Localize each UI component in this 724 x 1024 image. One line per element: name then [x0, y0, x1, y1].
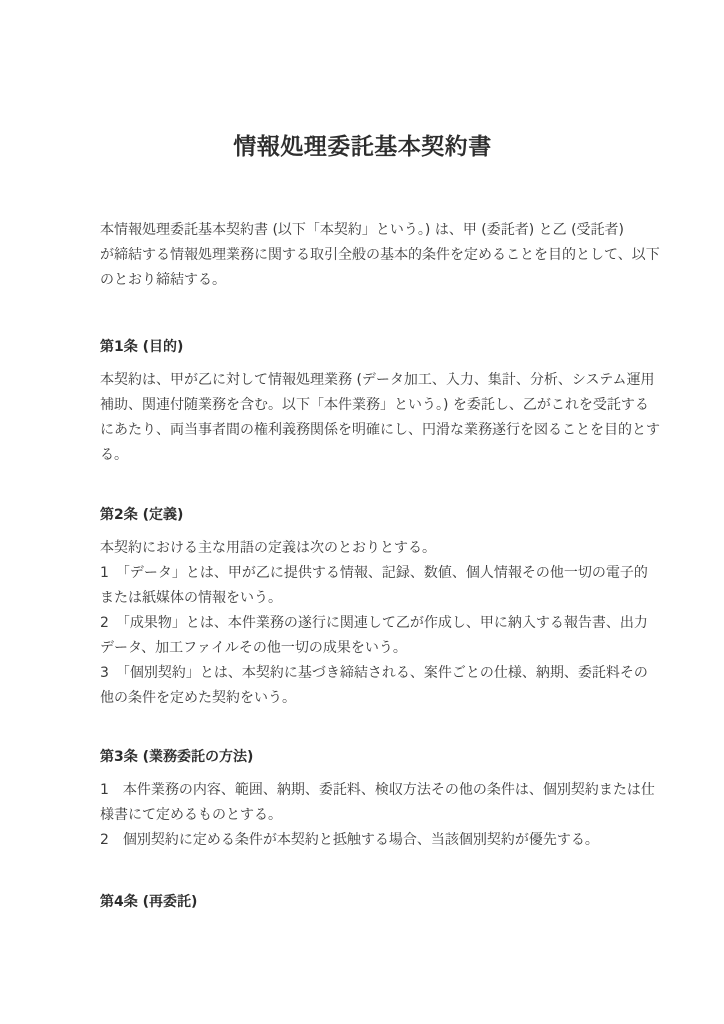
intro-line: が締結する情報処理業務に関する取引全般の基本的条件を定めることを目的として、以下: [100, 247, 660, 263]
article-section-4: [100, 890, 625, 915]
article-1-heading: 第1条 (目的): [100, 339, 184, 355]
article-body-line: 本契約における主な用語の定義は次のとおりとする。: [100, 540, 436, 556]
article-body-line: 2 個別契約に定める条件が本契約と抵触する場合、当該個別契約が優先する。: [100, 832, 599, 848]
article-2-heading: 第2条 (定義): [100, 507, 184, 523]
article-3-heading: 第3条 (業務委託の方法): [100, 749, 254, 765]
article-section-2: [100, 503, 648, 711]
article-body-line: 1 「データ」とは、甲が乙に提供する情報、記録、数値、個人情報その他一切の電子的: [100, 565, 648, 581]
article-3-body: [100, 778, 655, 853]
article-body-line: 2 「成果物」とは、本件業務の遂行に関連して乙が作成し、甲に納入する報告書、出力: [100, 615, 648, 631]
article-body-line: 1 本件業務の内容、範囲、納期、委託料、検収方法その他の条件は、個別契約または仕: [100, 782, 655, 798]
article-body-line: 他の条件を定めた契約をいう。: [100, 690, 296, 706]
article-body-line: データ、加工ファイルその他一切の成果をいう。: [100, 640, 407, 656]
article-body-line: る。: [100, 447, 128, 463]
article-section-1: [100, 335, 660, 468]
article-body-line: 補助、関連付随業務を含む。以下「本件業務」という。) を委託し、乙がこれを受託する: [100, 397, 649, 413]
article-2-body: [100, 536, 648, 711]
article-4-heading: 第4条 (再委託): [100, 894, 198, 910]
article-body-line: にあたり、両当事者間の権利義務関係を明確にし、円滑な業務遂行を図ることを目的とす: [100, 422, 660, 438]
article-section-3: [100, 745, 655, 853]
document-content: [100, 0, 660, 915]
intro-paragraph: [100, 218, 660, 293]
article-body-line: 3 「個別契約」とは、本契約に基づき締結される、案件ごとの仕様、納期、委託料その: [100, 665, 648, 681]
article-body-line: 本契約は、甲が乙に対して情報処理業務 (データ加工、入力、集計、分析、システム運用: [100, 372, 655, 388]
article-1-body: [100, 368, 660, 468]
document-title: 情報処理委託基本契約書: [233, 134, 492, 160]
article-body-line: または紙媒体の情報をいう。: [100, 590, 282, 606]
intro-line: 本情報処理委託基本契約書 (以下「本契約」という。) は、甲 (委託者) と乙 (受託者): [100, 222, 625, 238]
article-body-line: 様書にて定めるものとする。: [100, 807, 282, 823]
intro-line: のとおり締結する。: [100, 272, 226, 288]
